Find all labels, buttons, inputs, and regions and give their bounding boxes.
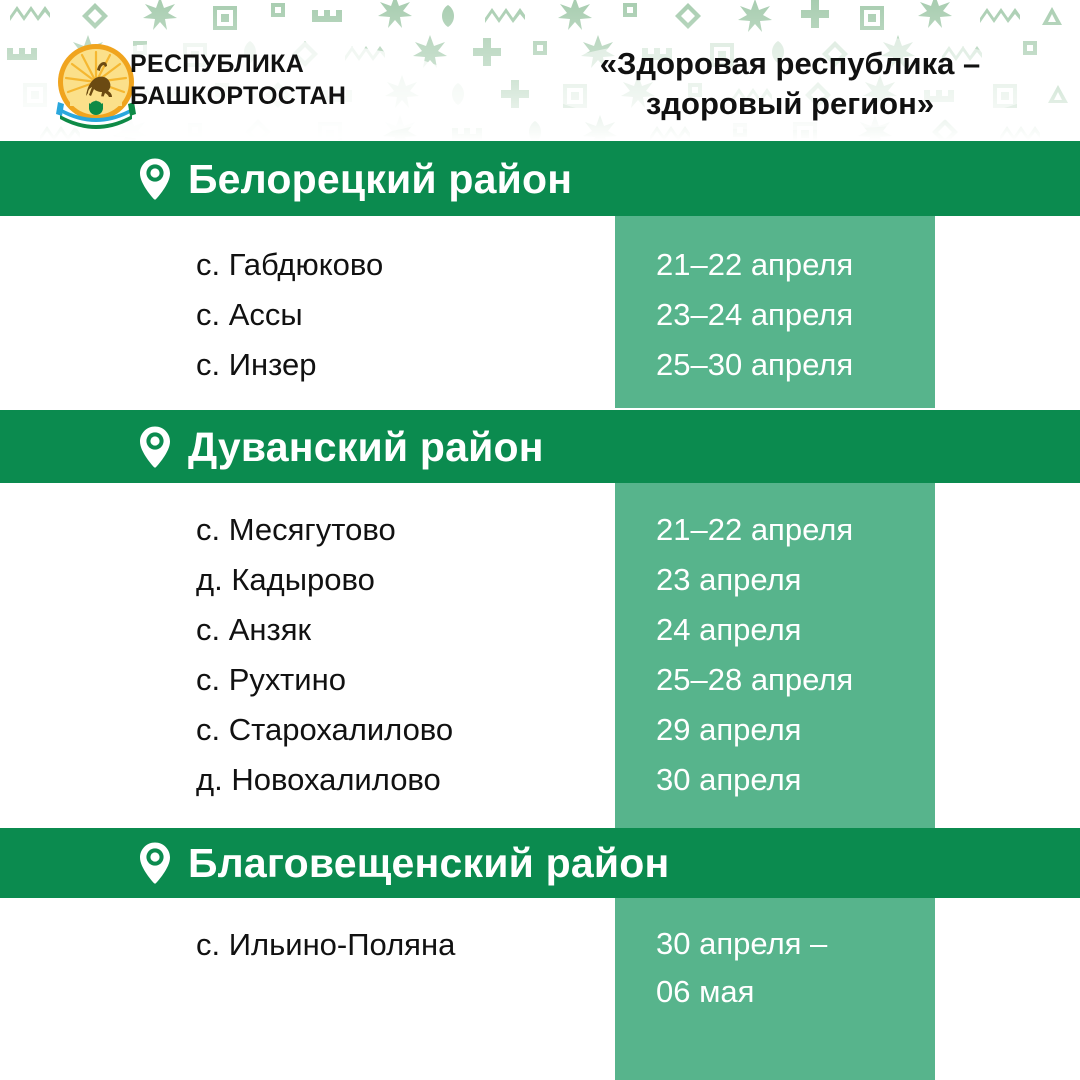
visit-date: 25–30 апреля (656, 347, 854, 382)
settlement-name: с. Анзяк (196, 612, 312, 647)
district-title: Дуванский район (188, 423, 544, 470)
campaign-slogan (540, 44, 1040, 124)
settlement-name: с. Ассы (196, 297, 303, 332)
visit-date: 21–22 апреля (656, 247, 854, 282)
map-pin-icon (138, 841, 172, 885)
settlement-name: с. Инзер (196, 347, 317, 382)
settlement-name: с. Габдюково (196, 247, 384, 282)
district-body-1 (0, 216, 1080, 408)
map-pin-icon (138, 157, 172, 201)
map-pin-icon (138, 425, 172, 469)
republic-name-line2: БАШКОРТОСТАН (130, 82, 347, 110)
settlement-name: д. Новохалилово (196, 762, 441, 797)
page-header (0, 0, 1080, 141)
settlement-name: д. Кадырово (196, 562, 375, 597)
visit-date: 29 апреля (656, 712, 802, 747)
slogan-line2: здоровый регион» (645, 86, 935, 121)
visit-date: 30 апреля – 06 мая (656, 926, 828, 1009)
slogan-line1: «Здоровая республика – (599, 46, 981, 81)
district-title: Благовещенский район (188, 840, 670, 886)
date-list (656, 505, 956, 805)
visit-date: 23 апреля (656, 562, 802, 597)
settlement-name: с. Рухтино (196, 662, 346, 697)
district-header-3 (0, 828, 1080, 898)
visit-date: 24 апреля (656, 612, 802, 647)
date-list (656, 920, 956, 1016)
district-body-2 (0, 483, 1080, 828)
district-body-3 (0, 898, 1080, 1080)
bashkortostan-coat-of-arms (52, 40, 140, 130)
visit-date: 21–22 апреля (656, 512, 854, 547)
date-list (656, 240, 956, 390)
settlement-name: с. Ильино-Поляна (196, 927, 456, 962)
settlement-list (196, 920, 596, 970)
visit-date: 25–28 апреля (656, 662, 854, 697)
republic-name-line1: РЕСПУБЛИКА (130, 50, 305, 78)
visit-date: 23–24 апреля (656, 297, 854, 332)
district-header-2 (0, 410, 1080, 483)
settlement-name: с. Старохалилово (196, 712, 454, 747)
republic-name (130, 48, 346, 112)
district-title: Белорецкий район (188, 155, 573, 202)
settlement-name: с. Месягутово (196, 512, 396, 547)
settlement-list (196, 505, 596, 805)
visit-date: 30 апреля (656, 762, 802, 797)
settlement-list (196, 240, 596, 390)
district-header-1 (0, 141, 1080, 216)
